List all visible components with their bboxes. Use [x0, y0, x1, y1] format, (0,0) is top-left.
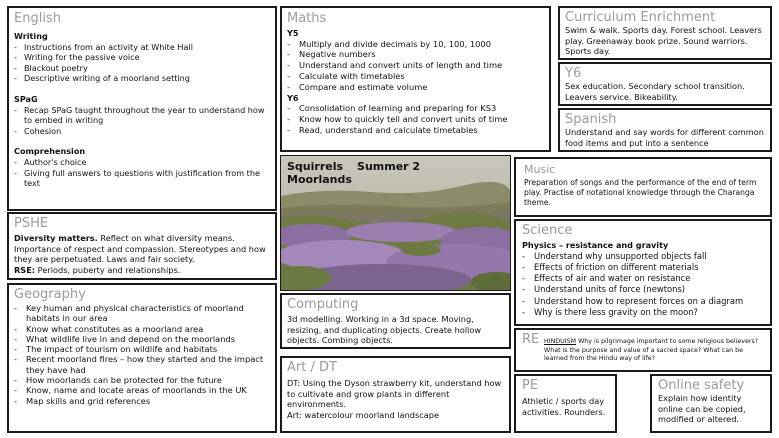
- science-box: [514, 219, 772, 326]
- online-safety-heading: Online safety: [658, 378, 745, 393]
- y6-title: Y6: [287, 92, 299, 103]
- writing-title: Writing: [14, 31, 48, 41]
- art-text-dt: DT: Using the Dyson strawberry kit, understand how to cultivate and grow plants in different environments.: [287, 378, 502, 409]
- re-heading: RE: [522, 332, 540, 347]
- y6-text: Sex education. Secondary school transition. Leavers service. Bikeability.: [565, 81, 745, 102]
- list-item: - What wildlife live in and depend on the moorlands: [14, 334, 270, 344]
- re-box: [514, 328, 772, 372]
- spag-title: SPaG: [14, 93, 38, 104]
- enrichment-text: Swim & walk. Sports day. Forest school. Leavers play. Greenaway book prize. Sound warriors. Sports day.: [565, 25, 762, 56]
- list-item: - How moorlands can be protected for the future: [14, 375, 270, 385]
- y6-maths-list: [287, 103, 544, 135]
- online-safety-text: Explain how identity online can be copied, modified or altered.: [658, 393, 746, 424]
- spanish-box: [558, 108, 772, 152]
- spag-list: [14, 105, 270, 137]
- comprehension-list: [14, 157, 270, 189]
- list-item: - Know what constitutes as a moorland area: [14, 324, 270, 334]
- list-item: - Understand units of force (newtons): [522, 284, 764, 295]
- y5-title: Y5: [287, 28, 299, 38]
- pshe-heading: PSHE: [14, 216, 49, 231]
- pshe-body: Reflect on what diversity means. Importance of respect and compassion. Stereotypes and how they are perpetuated. Laws and fair society.: [14, 233, 266, 264]
- list-item: - Consolidation of learning and preparing for KS3: [287, 103, 544, 114]
- re-body: Why is pilgrimage important to some religious believers? What is the purpose and value of a sacred space? What can be learned from the Hindu way of life?: [544, 338, 759, 363]
- spanish-text: Understand and say words for different common food items and put into a sentence: [565, 127, 764, 148]
- y6-heading: Y6: [565, 66, 582, 81]
- computing-text: 3d modelling. Working in a 3d space. Moving, resizing, and duplicating objects. Create hollow objects. Combing objects.: [287, 314, 482, 345]
- term: Summer 2: [357, 160, 421, 173]
- geography-list: [14, 303, 270, 406]
- cover-photo: [280, 155, 511, 291]
- list-item: - Effects of friction on different materials: [522, 262, 764, 273]
- music-text: Preparation of songs and the performance of the end of term play. Practise of notational knowledge through the Charanga theme.: [524, 178, 757, 207]
- english-heading: English: [14, 11, 61, 26]
- list-item: - The impact of tourism on wildlife and habitats: [14, 344, 270, 354]
- enrichment-heading: Curriculum Enrichment: [565, 10, 716, 25]
- cover-title: [287, 160, 420, 186]
- list-item: - Know, name and locate areas of moorlands in the UK: [14, 385, 270, 395]
- list-item: - Cohesion: [14, 126, 270, 137]
- art-box: [280, 356, 511, 433]
- art-heading: Art / DT: [287, 360, 337, 375]
- art-text-art: Art: watercolour moorland landscape: [287, 409, 439, 420]
- maths-box: [280, 6, 551, 152]
- list-item: - Understand why unsupported objects fall: [522, 251, 764, 262]
- music-heading: Music: [524, 163, 556, 176]
- list-item: - Read, understand and calculate timetables: [287, 125, 544, 136]
- list-item: - Map skills and grid references: [14, 396, 270, 406]
- science-title: Physics – resistance and gravity: [522, 240, 669, 250]
- music-box: [514, 157, 772, 217]
- computing-box: [280, 293, 511, 349]
- list-item: - Blackout poetry: [14, 63, 270, 74]
- comprehension-title: Comprehension: [14, 146, 86, 157]
- y5-list: [287, 39, 544, 93]
- list-item: - Key human and physical characteristics of moorland habitats in our area: [14, 303, 270, 324]
- y6-box: [558, 62, 772, 106]
- list-item: - Negative numbers: [287, 49, 544, 60]
- pshe-text: [14, 233, 270, 275]
- geography-heading: Geography: [14, 287, 86, 302]
- list-item: - Recent moorland fires – how they started and the impact they have had: [14, 354, 270, 375]
- list-item: - Know how to quickly tell and convert units of time: [287, 114, 544, 125]
- science-heading: Science: [522, 223, 573, 238]
- rse-label: RSE:: [14, 264, 36, 275]
- list-item: - Recap SPaG taught throughout the year to understand how to embed in writing: [14, 105, 270, 126]
- list-item: - Giving full answers to questions with justification from the text: [14, 168, 270, 189]
- science-list: [522, 251, 764, 319]
- list-item: - Writing for the passive voice: [14, 52, 270, 63]
- topic: Moorlands: [287, 173, 352, 186]
- re-text: [544, 338, 764, 364]
- list-item: - Effects of air and water on resistance: [522, 273, 764, 284]
- list-item: - Compare and estimate volume: [287, 82, 544, 93]
- pe-box: [514, 374, 617, 433]
- pshe-lead: Diversity matters.: [14, 233, 98, 243]
- pe-text: Athletic / sports day activities. Rounders.: [522, 396, 606, 417]
- list-item: - Calculate with timetables: [287, 71, 544, 82]
- class-name: Squirrels: [287, 160, 344, 173]
- online-safety-box: [650, 374, 772, 433]
- spanish-heading: Spanish: [565, 112, 617, 127]
- computing-heading: Computing: [287, 297, 359, 312]
- enrichment-box: [558, 6, 772, 60]
- pe-heading: PE: [522, 378, 539, 393]
- english-box: [7, 6, 277, 211]
- list-item: - Why is there less gravity on the moon?: [522, 307, 764, 318]
- geography-box: [7, 283, 277, 433]
- writing-list: [14, 42, 270, 84]
- list-item: - Descriptive writing of a moorland setting: [14, 73, 270, 84]
- list-item: - Instructions from an activity at White Hall: [14, 42, 270, 53]
- list-item: - Understand how to represent forces on a diagram: [522, 296, 764, 307]
- pshe-box: [7, 212, 277, 280]
- list-item: - Understand and convert units of length and time: [287, 60, 544, 71]
- list-item: - Multiply and divide decimals by 10, 100, 1000: [287, 39, 544, 50]
- list-item: - Author's choice: [14, 157, 270, 168]
- maths-heading: Maths: [287, 11, 327, 26]
- rse-text: Periods, puberty and relationships.: [35, 264, 181, 275]
- re-topic: HINDUISM: [544, 338, 577, 345]
